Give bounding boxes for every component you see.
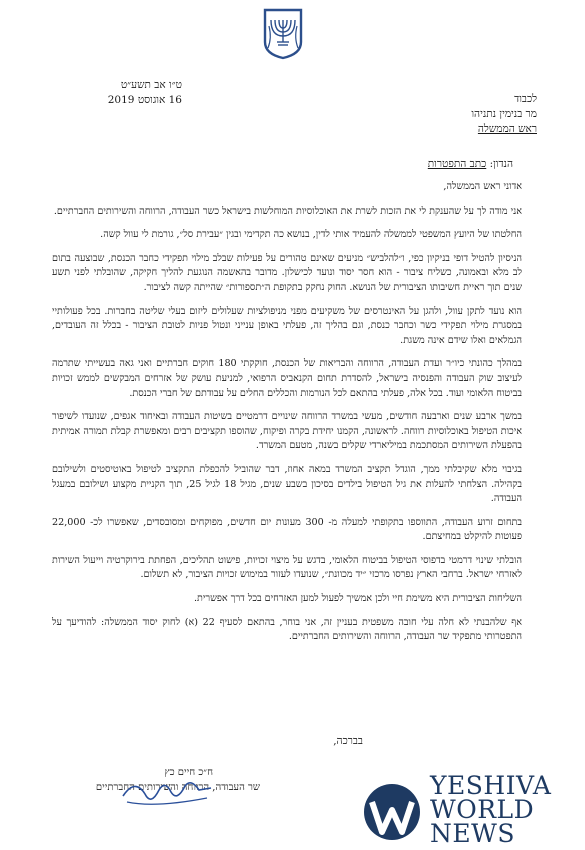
paragraph: הובלתי שינוי דרמטי בדפוסי הטיפול בביטוח הלאומי, בדגש על מיצוי זכויות, פישוט תהליכים, הפחתת בירוקרטיה וייעול השירות לאזרחי ישראל. ברחבי הארץ נפרסו מרכזי ״יד מכוונת״, שנועדו לעזור במימוש זכויות הציבור, לא תשלום.	[52, 554, 522, 581]
paragraph: החלטתו של היועץ המשפטי לממשלה להעמיד אותי לדין, בנושא כה תקדימי ובגין ״עבירת סל״, גורמת לי עוול קשה.	[100, 229, 522, 241]
subject-line	[213, 158, 513, 170]
state-emblem-icon	[262, 8, 304, 60]
signer-name: ח״כ חיים כץ	[164, 767, 213, 778]
paragraph: במשך ארבע שנים וארבעה חודשים, מעשי במשרד הרווחה שינויים דרמטיים בשיטות העבודה ובאיחוד אגפים, שנועדו לשיפור איכות הטיפול באוכלוסיות רווחה. לראשונה, הקמנו יחידת בקרה ופיקוח, שהוספו תקציבים רבים ומאפשרת קבלת תמורה אמיתית בהפעלת השירותים המסתכמת במיליארדי שקלים בשנה, מטעם המשרד.	[52, 411, 522, 452]
letter-body	[52, 180, 522, 654]
salutation: אדוני ראש הממשלה,	[443, 181, 522, 192]
addressee-block	[277, 92, 537, 137]
watermark-text	[430, 771, 552, 848]
signer-title: שר העבודה, הרווחה והשירותים החברתיים	[95, 782, 260, 793]
yeshiva-world-news-watermark	[360, 770, 585, 850]
addressee-title: ראש הממשלה	[477, 123, 537, 135]
watermark-line1: YESHIVA	[430, 771, 552, 800]
closing-regards: בברכה,	[333, 735, 363, 747]
date-hebrew: ט״ו אב תשע״ט	[120, 79, 182, 91]
paragraph: בתחום זרוע העבודה, התווספו בתקופתי למעלה מ- 300 מעונות יום חדשים, מפוקחים ומסובסדים, שאפשרו לכ- 22,000 פעוטות להיקלט במחיצתם.	[52, 516, 522, 543]
paragraph: במהלך כהונתי כיו״ר ועדת העבודה, הרווחה והבריאות של הכנסת, חוקקתי 180 חוקים חברתיים ואני גאה בעשייתי שתרמה לעיצוב שוק העבודה והפנסיה בישראל, להסדרת תחום הקנאביס הרפואי, למניעת עושק של אזרחים המבקשים לממש זכויות בביטוח הלאומי ועוד. בכל אלה, פעלתי בהתאם לכל הנורמות והכללים החלים על עבודתם של חברי הכנסת.	[52, 358, 523, 399]
paragraph: אף שלהבנתי לא חלה עלי חובה משפטית בעניין זה, אני בוחר, בהתאם לסעיף 22 (א) לחוק יסוד הממשלה: להודיעך על התפטרותי מתפקיד שר העבודה, הרווחה והשירותים החברתיים.	[52, 616, 522, 643]
subject-title: כתב התפטרות	[427, 158, 487, 170]
addressee-to: לכבוד	[514, 93, 537, 105]
date-block	[62, 78, 182, 108]
paragraph: בגיבוי מלא שקיבלתי ממך, הוגדל תקציב המשרד במאה אחוז, דבר שהוביל להכפלת התקציב לטיפול באוטיסטים ולשילובם בקהילה. הצלחתי להעלות את גיל הטיפול בילדים בסיכון בשבע שנים, מגיל 18 לגיל 25, תוך הקניית מקצוע ושילובם במעגל העבודה.	[52, 463, 522, 505]
ywn-logo-icon	[360, 774, 424, 844]
paragraph: השליחות הציבורית היא משימת חיי ולכן אמשיך לפעול למען האזרחים בכל דרך אפשרית.	[193, 593, 522, 605]
watermark-line3: NEWS	[430, 819, 515, 848]
paragraph: הניסיון להטיל דופי בניקיון כפי, ו״להלביש״ מניעים שאינם טהורים על פעילות שבלב מילוי תפקידי כחבר הכנסת, שבוצעה בתום לב מלא ובאמונה, כשליח ציבור - הוא חסר יסוד ונועד לכישלון. מדובר בהאשמה הנוגעת להליך חקיקה, שהובלתי לפני תשע שנים תוך ראיית חשיבותו הציבורית של הנושא. החוק נחקק בתקופת ה״תספורות״ שהייתה קשה לציבור.	[52, 252, 522, 293]
addressee-name: מר בנימין נתניהו	[471, 108, 537, 120]
paragraph: אני מודה לך על שהענקת לי את הזכות לשרת את האוכלוסיות המוחלשות בישראל כשר העבודה, הרווחה והשירותים החברתיים.	[53, 205, 522, 217]
date-gregorian: 16 אוגוסט 2019	[107, 94, 182, 106]
handwritten-signature	[115, 772, 235, 812]
watermark-line2: WORLD	[430, 795, 535, 824]
paragraph: הוא נועד לתקן עוול, ולהגן על האינטרסים של משקיעים מפני מניפולציות שעלולים ליזום בעלי שליטה בחברות. בכל פעולותיי במסגרת מילוי תפקידי כשר וכחבר כנסת, וגם בהליך זה, פעלתי באופן ענייני ונטול פניות לטובת הציבור - בכלל זה העובדים, הגמלאים ואלו שידם אינה משגת.	[52, 305, 522, 346]
subject-label: הנדון:	[489, 158, 513, 170]
